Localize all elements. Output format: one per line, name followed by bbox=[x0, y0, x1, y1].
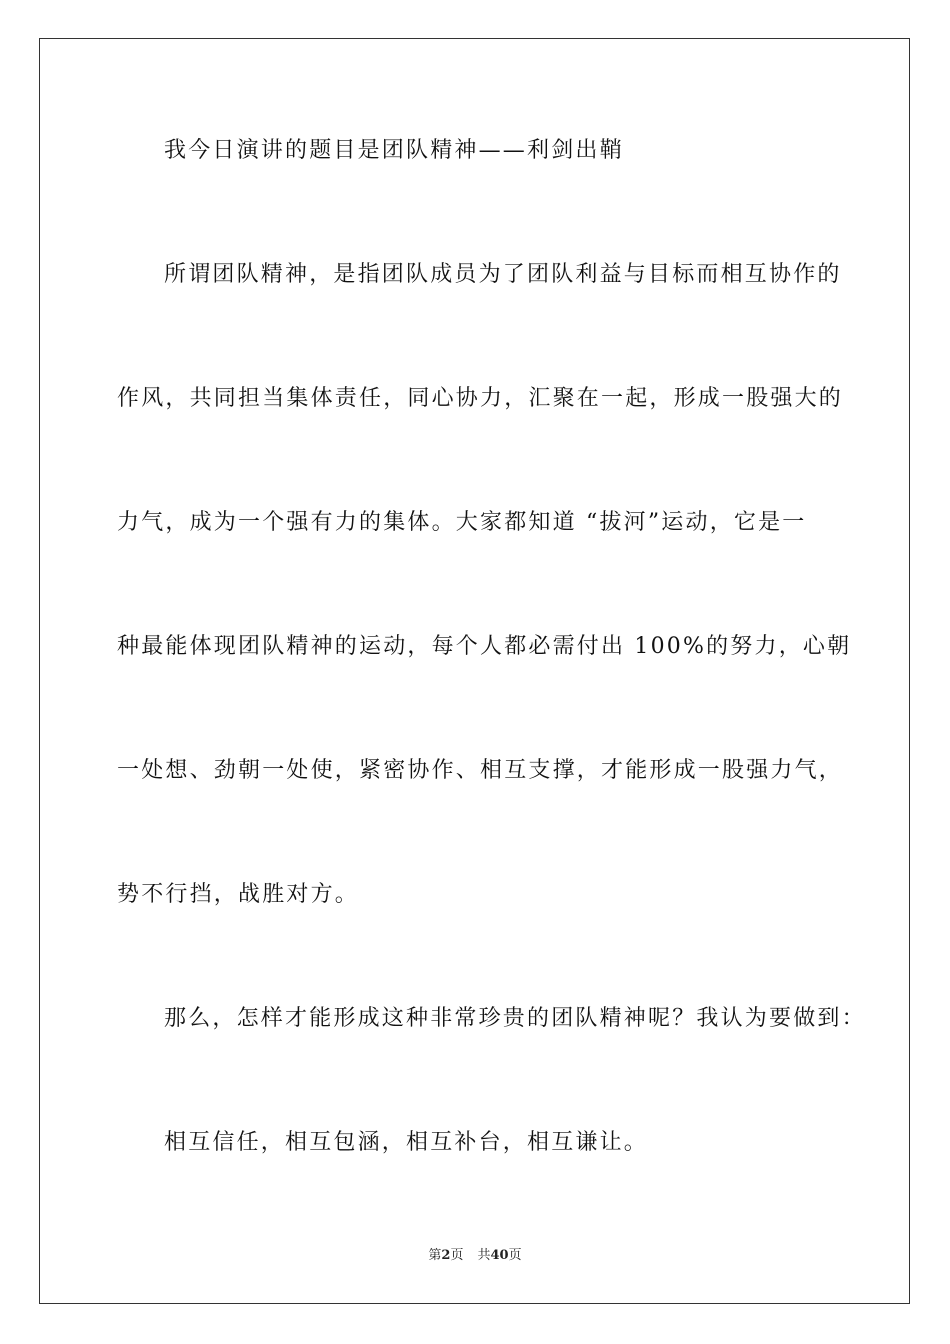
paragraph-line: 相互信任，相互包涵，相互补台，相互谦让。 bbox=[164, 1130, 649, 1155]
total-pages: 40 bbox=[490, 1248, 509, 1263]
paragraph-line: 种最能体现团队精神的运动，每个人都必需付出 100%的努力，心朝 bbox=[117, 634, 852, 659]
page-footer bbox=[0, 1247, 950, 1265]
paragraph-title-line: 我今日演讲的题目是团队精神——利剑出鞘 bbox=[164, 138, 624, 163]
total-prefix: 共 bbox=[477, 1248, 491, 1263]
paragraph-line: 一处想、劲朝一处使，紧密协作、相互支撑，才能形成一股强力气， bbox=[117, 758, 844, 783]
page-prefix: 第 bbox=[428, 1248, 442, 1263]
paragraph-line: 力气，成为一个强有力的集体。大家都知道 “拔河”运动，它是一 bbox=[117, 510, 807, 535]
paragraph-line: 势不行挡，战胜对方。 bbox=[117, 882, 360, 907]
paragraph-line: 作风，共同担当集体责任，同心协力，汇聚在一起，形成一股强大的 bbox=[117, 386, 844, 411]
total-suffix: 页 bbox=[508, 1248, 522, 1263]
paragraph-line: 所谓团队精神，是指团队成员为了团队利益与目标而相互协作的 bbox=[164, 262, 842, 287]
page-number: 2 bbox=[441, 1248, 451, 1263]
paragraph-line: 那么，怎样才能形成这种非常珍贵的团队精神呢？我认为要做到： bbox=[164, 1006, 866, 1031]
page-border bbox=[39, 38, 910, 1304]
page-suffix: 页 bbox=[450, 1248, 464, 1263]
